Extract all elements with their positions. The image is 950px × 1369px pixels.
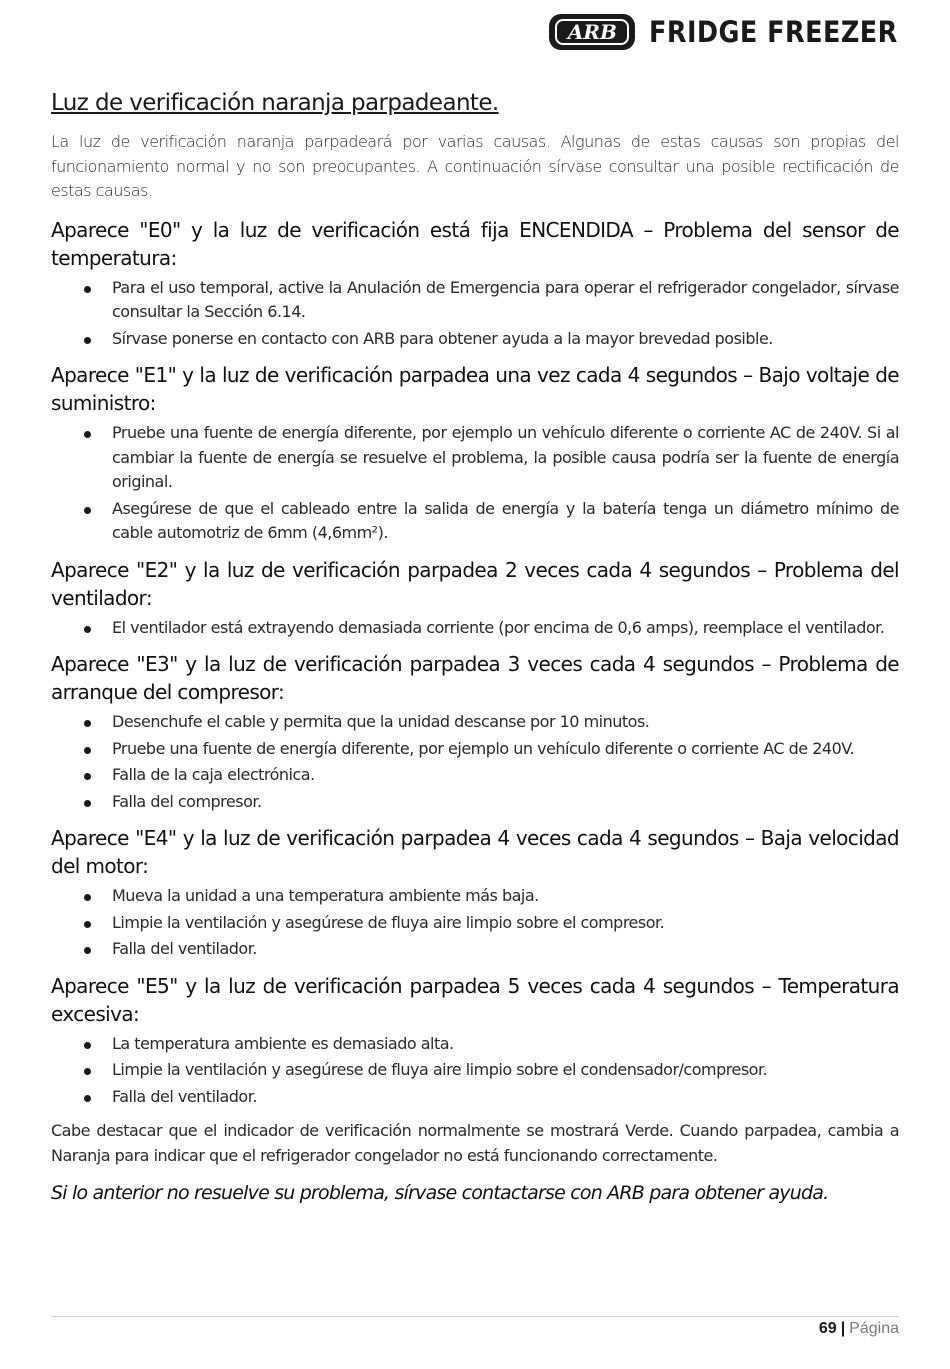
bullet-list xyxy=(51,276,899,352)
section-e2 xyxy=(51,556,899,641)
intro-paragraph: La luz de verificación naranja parpadeará por varias causas. Algunas de estas causas son propias del funcionamiento normal y no son preocupantes. A continuación sírvase consultar una posible rectificación de estas causas. xyxy=(51,132,899,200)
list-item: Desenchufe el cable y permita que la unidad descanse por 10 minutos. xyxy=(51,710,899,735)
page-word: Página xyxy=(849,1320,899,1337)
bullet-icon xyxy=(84,747,91,754)
bullet-icon xyxy=(84,947,91,954)
page-number: 69 xyxy=(818,1320,837,1337)
bullet-list xyxy=(51,884,899,962)
section-heading: Aparece "E0" y la luz de verificación está fija ENCENDIDA – Problema del sensor de temperatura: xyxy=(51,217,899,270)
page-footer xyxy=(819,1320,899,1338)
list-item: Asegúrese de que el cableado entre la salida de energía y la batería tenga un diámetro mínimo de cable automotriz de 6mm (4,6mm²). xyxy=(51,497,899,546)
section-heading: Aparece "E3" y la luz de verificación parpadea 3 veces cada 4 segundos – Problema de arranque del compresor: xyxy=(51,652,899,704)
section-e4 xyxy=(51,824,899,962)
footer-divider xyxy=(51,1316,899,1317)
bullet-icon xyxy=(84,800,91,807)
list-item: Falla del ventilador. xyxy=(51,937,899,962)
arb-logo xyxy=(549,14,635,50)
logo-text: ARB xyxy=(567,20,617,44)
list-item: La temperatura ambiente es demasiado alta. xyxy=(51,1032,899,1057)
closing-paragraph: Cabe destacar que el indicador de verificación normalmente se mostrará Verde. Cuando parpadea, cambia a Naranja para indicar que el refrigerador congelador no está funcionando correctamente. xyxy=(51,1121,899,1165)
bullet-icon xyxy=(84,337,91,344)
bullet-icon xyxy=(84,507,91,514)
bullet-icon xyxy=(84,894,91,901)
list-item: El ventilador está extrayendo demasiada corriente (por encima de 0,6 amps), reemplace el ventilador. xyxy=(51,616,899,641)
bullet-icon xyxy=(84,720,91,727)
list-item: Mueva la unidad a una temperatura ambiente más baja. xyxy=(51,884,899,909)
section-heading: Aparece "E1" y la luz de verificación parpadea una vez cada 4 segundos – Bajo voltaje de suministro: xyxy=(51,363,899,415)
list-item: Sírvase ponerse en contacto con ARB para obtener ayuda a la mayor brevedad posible. xyxy=(51,327,899,352)
list-item: Falla del compresor. xyxy=(51,790,899,815)
section-e0 xyxy=(51,216,899,352)
bullet-list xyxy=(51,616,899,641)
final-note: Si lo anterior no resuelve su problema, sírvase contactarse con ARB para obtener ayuda. xyxy=(51,1182,829,1204)
list-item: Para el uso temporal, active la Anulación de Emergencia para operar el refrigerador congelador, sírvase consultar la Sección 6.14. xyxy=(51,276,899,325)
section-e3 xyxy=(51,650,899,814)
bullet-icon xyxy=(84,773,91,780)
list-item: Falla de la caja electrónica. xyxy=(51,763,899,788)
document-body xyxy=(51,90,899,1204)
bullet-icon xyxy=(84,1095,91,1102)
page-header xyxy=(549,12,932,52)
bullet-icon xyxy=(84,1068,91,1075)
section-heading: Aparece "E5" y la luz de verificación parpadea 5 veces cada 4 segundos – Temperatura excesiva: xyxy=(51,973,899,1026)
list-item: Limpie la ventilación y asegúrese de fluya aire limpio sobre el compresor. xyxy=(51,911,899,936)
bullet-icon xyxy=(84,431,91,438)
bullet-list xyxy=(51,710,899,814)
section-e1 xyxy=(51,361,899,546)
list-item: Falla del ventilador. xyxy=(51,1085,899,1110)
section-e5 xyxy=(51,972,899,1110)
bullet-icon xyxy=(84,1042,91,1049)
list-item: Limpie la ventilación y asegúrese de fluya aire limpio sobre el condensador/compresor. xyxy=(51,1058,899,1083)
brand-title: FRIDGE FREEZER xyxy=(649,15,899,49)
bullet-icon xyxy=(84,286,91,293)
bullet-list xyxy=(51,1032,899,1110)
list-item: Pruebe una fuente de energía diferente, por ejemplo un vehículo diferente o corriente AC de 240V. Si al cambiar la fuente de energía se resuelve el problema, la posible causa podría ser la fuente de energía original. xyxy=(51,421,899,495)
list-item: Pruebe una fuente de energía diferente, por ejemplo un vehículo diferente o corriente AC de 240V. xyxy=(51,737,899,762)
bullet-list xyxy=(51,421,899,546)
bullet-icon xyxy=(84,921,91,928)
section-heading: Aparece "E2" y la luz de verificación parpadea 2 veces cada 4 segundos – Problema del ventilador: xyxy=(51,557,899,610)
bullet-icon xyxy=(84,626,91,633)
page-title: Luz de verificación naranja parpadeante. xyxy=(51,90,499,116)
footer-separator: | xyxy=(840,1320,846,1337)
section-heading: Aparece "E4" y la luz de verificación parpadea 4 veces cada 4 segundos – Baja velocidad del motor: xyxy=(51,826,899,878)
